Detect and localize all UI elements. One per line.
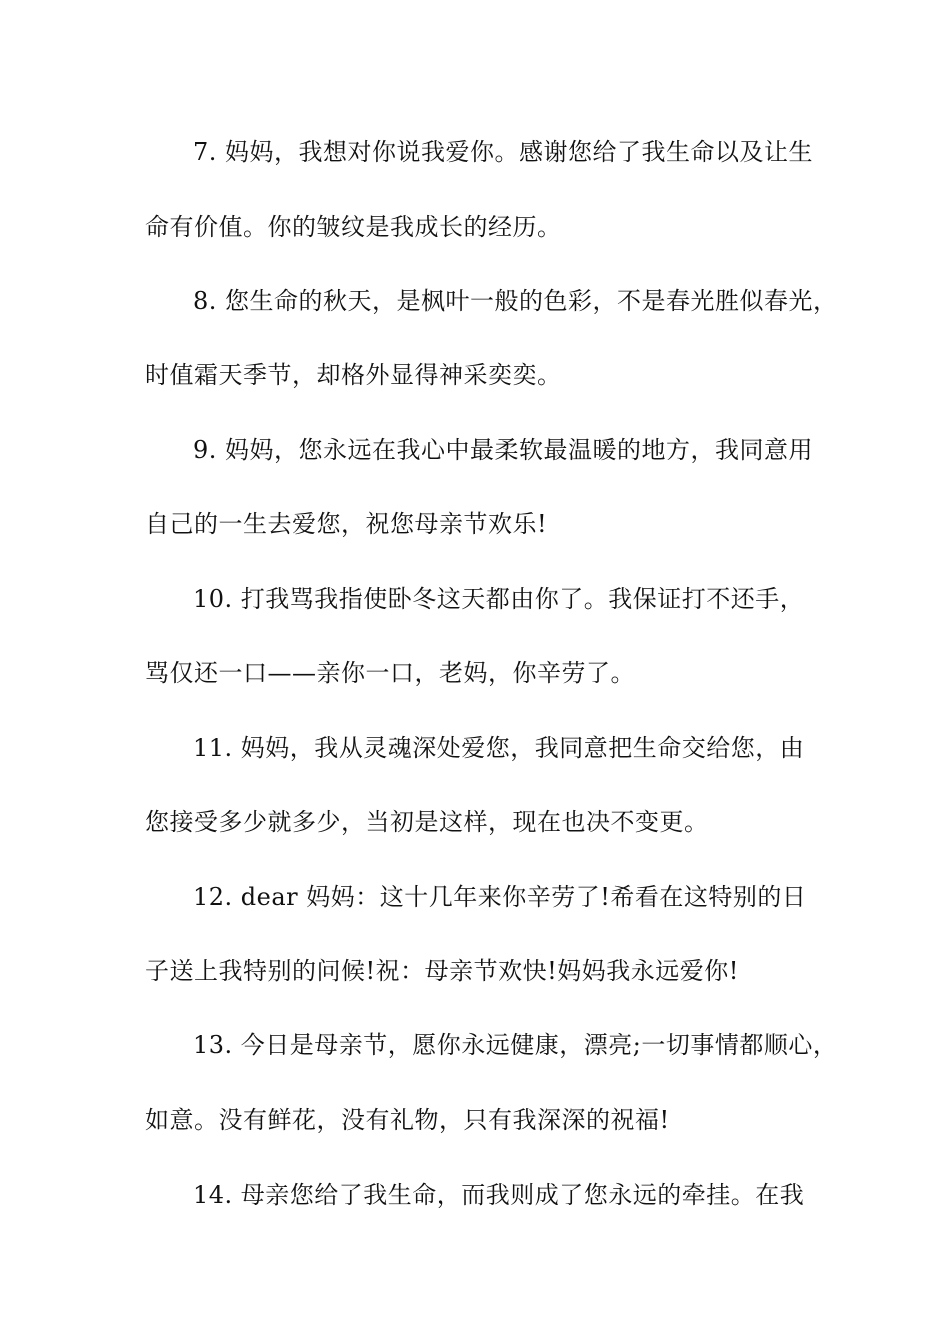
paragraph-10-line-2: 骂仅还一口——亲你一口，老妈，你辛劳了。	[145, 659, 635, 687]
paragraph-10-line-1: 10. 打我骂我指使卧冬这天都由你了。我保证打不还手，	[193, 585, 805, 613]
paragraph-13-line-1: 13. 今日是母亲节，愿你永远健康，漂亮;一切事情都顺心，	[193, 1031, 838, 1059]
paragraph-13-line-2: 如意。没有鲜花，没有礼物，只有我深深的祝福!	[145, 1106, 670, 1134]
paragraph-9-line-2: 自己的一生去爱您，祝您母亲节欢乐!	[145, 510, 548, 538]
paragraph-9-line-1: 9. 妈妈，您永远在我心中最柔软最温暖的地方，我同意用	[193, 436, 814, 464]
paragraph-7-line-1: 7. 妈妈，我想对你说我爱你。感谢您给了我生命以及让生	[193, 138, 814, 166]
paragraph-8-line-1: 8. 您生命的秋天，是枫叶一般的色彩，不是春光胜似春光，	[193, 287, 838, 315]
paragraph-14-line-1: 14. 母亲您给了我生命，而我则成了您永远的牵挂。在我	[193, 1181, 805, 1209]
paragraph-8-line-2: 时值霜天季节，却格外显得神采奕奕。	[145, 361, 562, 389]
paragraph-11-line-1: 11. 妈妈，我从灵魂深处爱您，我同意把生命交给您，由	[193, 734, 805, 762]
paragraph-7-line-2: 命有价值。你的皱纹是我成长的经历。	[145, 213, 562, 241]
paragraph-12-line-2: 子送上我特别的问候!祝：母亲节欢快!妈妈我永远爱你!	[145, 957, 739, 985]
paragraph-12-line-1: 12. dear 妈妈：这十几年来你辛劳了!希看在这特别的日	[193, 883, 807, 911]
paragraph-11-line-2: 您接受多少就多少，当初是这样，现在也决不变更。	[145, 808, 709, 836]
